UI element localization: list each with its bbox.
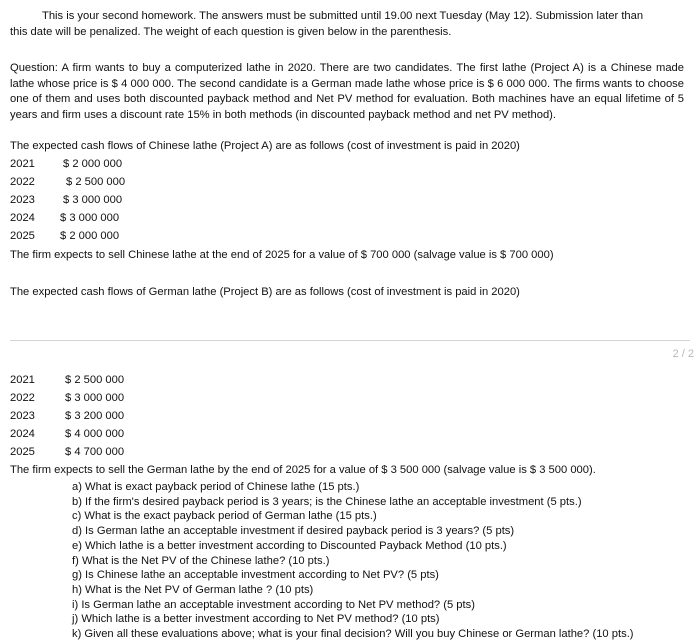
intro-line-1: This is your second homework. The answers must be submitted until 19.00 next Tuesday (May 12). Submission later than — [42, 10, 644, 22]
cashflow-year: 2025 — [10, 230, 35, 242]
question-text: Question: A firm wants to buy a computerized lathe in 2020. There are two candidates. The first lathe (Project A) is a Chinese made lathe whose price is $ 4 000 000. The second candidate is a German made lathe whose price is $ 6 000 000. The firms wants to choose one of them and uses both discounted payback method and Net PV method for evaluation. Both machines have an equal lifetime of 5 years and firm uses a discount rate 15% in both methods (in discounted payback method and net PV method). — [10, 62, 684, 121]
question-item: d) Is German lathe an acceptable investment if desired payback period is 3 years? (5 pts) — [72, 525, 515, 537]
question-item: e) Which lathe is a better investment according to Discounted Payback Method (10 pts.) — [72, 540, 507, 552]
cashflow-year: 2025 — [10, 446, 35, 458]
cashflow-amount: $ 2 500 000 — [65, 374, 125, 386]
cashflow-year: 2022 — [10, 392, 35, 404]
cashflow-year: 2021 — [10, 158, 35, 170]
question-item: b) If the firm's desired payback period is 3 years; is the Chinese lathe an acceptable investment (5 pts.) — [72, 496, 582, 508]
question-item: a) What is exact payback period of Chinese lathe (15 pts.) — [72, 481, 360, 493]
question-item: g) Is Chinese lathe an acceptable investment according to Net PV? (5 pts) — [72, 569, 439, 581]
chinese-salvage-text: The firm expects to sell Chinese lathe at the end of 2025 for a value of $ 700 000 (salvage value is $ 700 000) — [10, 249, 554, 261]
question-item: k) Given all these evaluations above; what is your final decision? Will you buy Chinese or German lathe? (10 pts.) — [72, 628, 634, 640]
cashflow-amount: $ 2 000 000 — [60, 230, 120, 242]
cashflow-year: 2022 — [10, 176, 35, 188]
german-cashflow-heading: The expected cash flows of German lathe (Project B) are as follows (cost of investment is paid in 2020) — [10, 286, 520, 298]
page-divider — [10, 340, 690, 341]
cashflow-year: 2023 — [10, 194, 35, 206]
cashflow-year: 2023 — [10, 410, 35, 422]
cashflow-amount: $ 4 000 000 — [65, 428, 125, 440]
cashflow-amount: $ 4 700 000 — [65, 446, 125, 458]
cashflow-year: 2024 — [10, 212, 35, 224]
cashflow-amount: $ 3 000 000 — [60, 212, 120, 224]
question-item: i) Is German lathe an acceptable investment according to Net PV method? (5 pts) — [72, 599, 475, 611]
question-item: h) What is the Net PV of German lathe ? (10 pts) — [72, 584, 314, 596]
question-item: j) Which lathe is a better investment according to Net PV method? (10 pts) — [72, 613, 440, 625]
cashflow-year: 2021 — [10, 374, 35, 386]
question-item: c) What is the exact payback period of German lathe (15 pts.) — [72, 510, 377, 522]
intro-line-2: this date will be penalized. The weight of each question is given below in the parenthesis. — [10, 26, 452, 38]
cashflow-amount: $ 3 000 000 — [63, 194, 123, 206]
chinese-cashflow-heading: The expected cash flows of Chinese lathe (Project A) are as follows (cost of investment is paid in 2020) — [10, 140, 520, 152]
cashflow-amount: $ 2 000 000 — [63, 158, 123, 170]
cashflow-year: 2024 — [10, 428, 35, 440]
question-item: f) What is the Net PV of the Chinese lathe? (10 pts.) — [72, 555, 330, 567]
cashflow-amount: $ 3 000 000 — [65, 392, 125, 404]
page-indicator: 2 / 2 — [672, 348, 694, 360]
german-salvage-text: The firm expects to sell the German lathe by the end of 2025 for a value of $ 3 500 000 (salvage value is $ 3 500 000). — [10, 464, 596, 476]
cashflow-amount: $ 3 200 000 — [65, 410, 125, 422]
cashflow-amount: $ 2 500 000 — [66, 176, 126, 188]
